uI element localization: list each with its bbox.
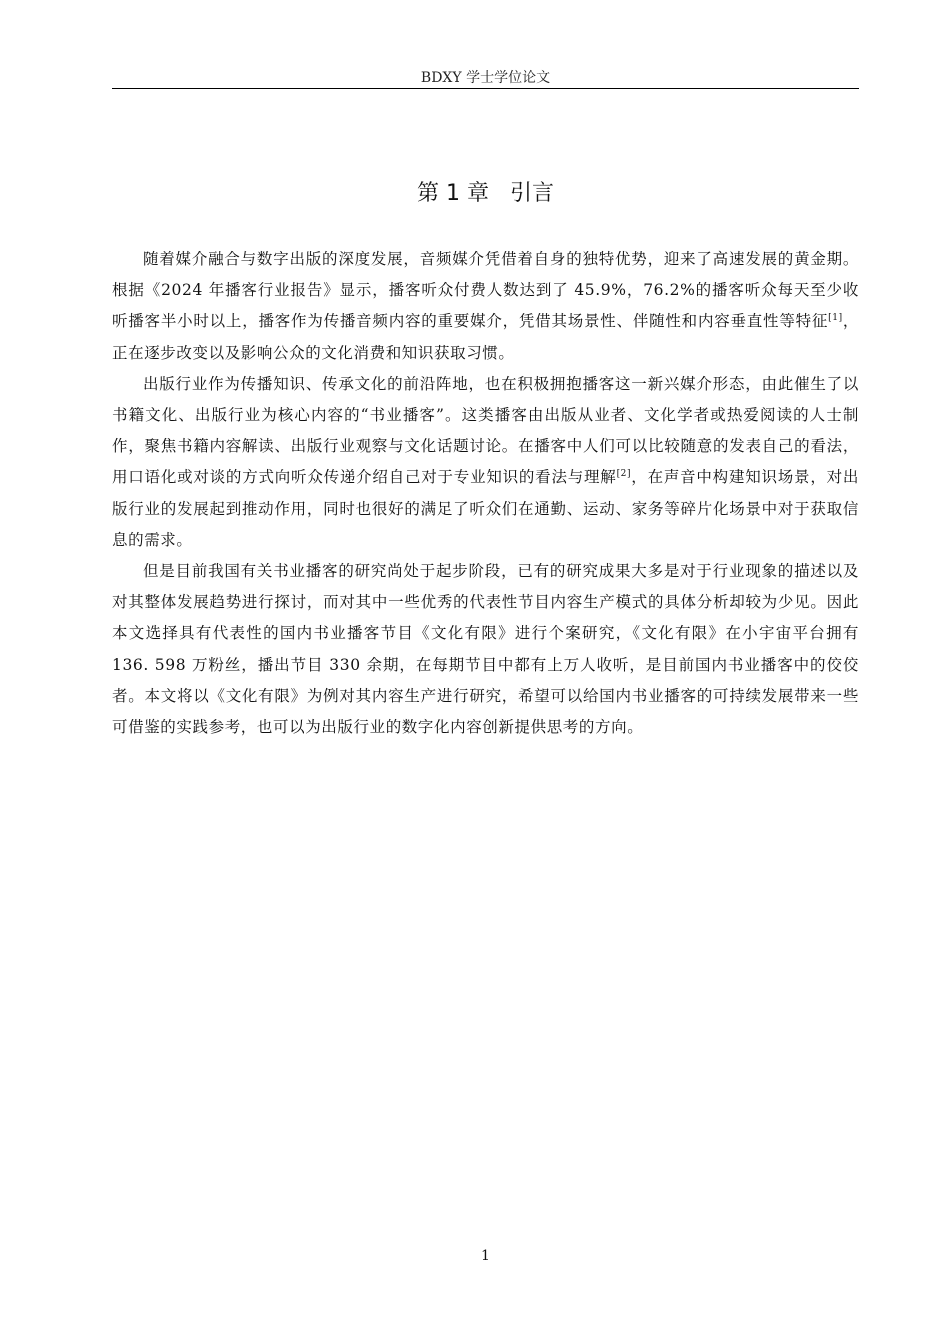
page-number: 1 xyxy=(481,1248,490,1264)
paragraph-1 xyxy=(112,244,859,369)
paragraph-2-text-b: ，在声音中构建知识场景，对出版行业的发展起到推动作用，同时也很好的满足了听众们在通勤、运动、家务等碎片化场景中对于获取信息的需求。 xyxy=(112,468,859,549)
citation-1: [1] xyxy=(828,313,843,324)
paragraph-3 xyxy=(112,556,859,743)
paragraph-2 xyxy=(112,369,859,556)
paragraph-1-text-b: ，正在逐步改变以及影响公众的文化消费和知识获取习惯。 xyxy=(112,312,859,362)
paragraph-3-text: 但是目前我国有关书业播客的研究尚处于起步阶段，已有的研究成果大多是对于行业现象的描述以及对其整体发展趋势进行探讨，而对其中一些优秀的代表性节目内容生产模式的具体分析却较为少见。因此本文选择具有代表性的国内书业播客节目《文化有限》进行个案研究，《文化有限》在小宇宙平台拥有 136. 598 万粉丝，播出节目 330 余期，在每期节目中都有上万人收听，是目前国内书业播客中的佼佼者。本文将以《文化有限》为例对其内容生产进行研究，希望可以给国内书业播客的可持续发展带来一些可借鉴的实践参考，也可以为出版行业的数字化内容创新提供思考的方向。 xyxy=(112,562,859,737)
body-text xyxy=(112,244,859,743)
running-header: BDXY 学士学位论文 xyxy=(420,70,551,86)
paragraph-1-text-a: 随着媒介融合与数字出版的深度发展，音频媒介凭借着自身的独特优势，迎来了高速发展的黄金期。根据《2024 年播客行业报告》显示，播客听众付费人数达到了 45.9%，76.2%的播客听众每天至少收听播客半小时以上，播客作为传播音频内容的重要媒介，凭借其场景性、伴随性和内容垂直性等特征 xyxy=(112,250,859,331)
paragraph-2-text-a: 出版行业作为传播知识、传承文化的前沿阵地，也在积极拥抱播客这一新兴媒介形态，由此催生了以书籍文化、出版行业为核心内容的“书业播客”。这类播客由出版从业者、文化学者或热爱阅读的人士制作，聚焦书籍内容解读、出版行业观察与文化话题讨论。在播客中人们可以比较随意的发表自己的看法，用口语化或对谈的方式向听众传递介绍自己对于专业知识的看法与理解 xyxy=(112,374,859,487)
header-rule xyxy=(112,88,859,89)
citation-2: [2] xyxy=(616,469,632,480)
chapter-title: 第 1 章 引言 xyxy=(417,181,554,206)
